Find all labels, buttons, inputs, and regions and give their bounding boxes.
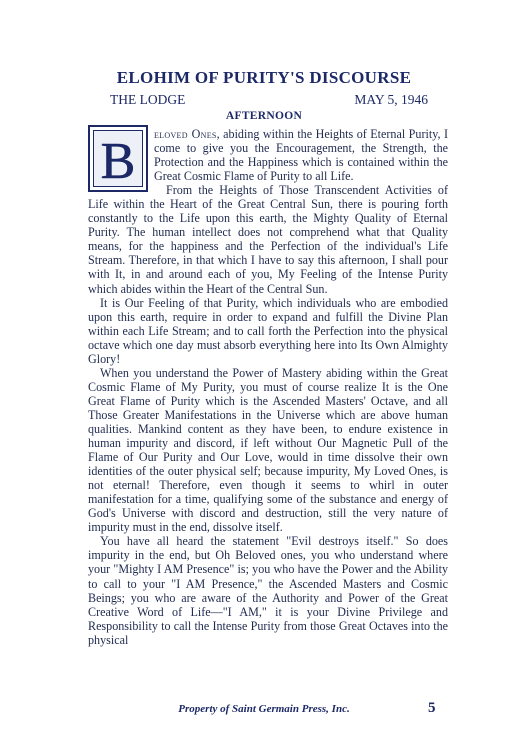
footer-credit: Property of Saint Germain Press, Inc. [178, 703, 350, 715]
opening-words: eloved Ones [154, 127, 217, 141]
discourse-body [88, 127, 448, 647]
paragraph-1: eloved Ones, abiding within the Heights of Eternal Purity, I come to give you the Encouragement, the Strength, the Protection and the Happiness which is contained within the Great Cosmic Flame of Purity to all Life. [154, 127, 448, 184]
page-title: ELOHIM OF PURITY'S DISCOURSE [116, 68, 412, 87]
drop-cap-spacer [88, 127, 154, 196]
paragraph-5: You have all heard the statement "Evil destroys itself." So does impurity in the end, but Oh Beloved ones, you who understand where your "Mighty I AM Presence" is; you who have the Power and the Ability to call to your "I AM Presence," the Ascended Masters and Cosmic Beings; you who are aware of the Authority and Power of the Great Creative Word of Life—"I AM," it is your Divine Privilege and Responsibility to call the Intense Purity from those Great Octaves into the physical [88, 534, 448, 647]
paragraph-3: It is Our Feeling of that Purity, which individuals who are embodied upon this earth, require in order to expand and fulfill the Divine Plan within each Life Stream; and to call forth the Perfection into the physical octave which one day must absorb everything here into Its Own Almighty Glory! [88, 295, 448, 366]
paragraph-2: From the Heights of Those Transcendent Activities of Life within the Heart of the Great Central Sun, there is pouring forth constantly to the Life upon this earth, the Mighty Quality of Eternal Purity. The human intellect does not comprehend what that Quality means, for the happiness and the Perfection of the individual's Life Stream. Therefore, in that which I have to say this afternoon, I shall pour with It, in and around each of you, My Feeling of the Intense Purity which abides within the Heart of the Central Sun. [88, 183, 448, 296]
page-number: 5 [428, 700, 436, 716]
date-label: MAY 5, 1946 [354, 92, 428, 107]
svg-text:B: B [100, 132, 136, 186]
location-label: THE LODGE [110, 92, 186, 107]
paragraph-4: When you understand the Power of Mastery abiding within the Great Cosmic Flame of My Purity, you must of course realize It is the One Great Flame of Purity which is the Ascended Masters' Octave, and all Those Greater Manifestations in the Universe which are above human qualities. Mankind content as they have been, to endure existence in human impurity and discord, if left without Our Magnetic Pull of the Flame of Our Purity and Our Love, would in time dissolve their own identities of the outer physical self; because impurity, My Loved Ones, is not eternal! Therefore, even though it seems to whirl in outer manifestation for a time, qualifying some of the substance and energy of God's Universe with discord and destruction, still the very nature of impurity must in the end, dissolve itself. [88, 365, 448, 535]
session-label: AFTERNOON [225, 110, 303, 122]
